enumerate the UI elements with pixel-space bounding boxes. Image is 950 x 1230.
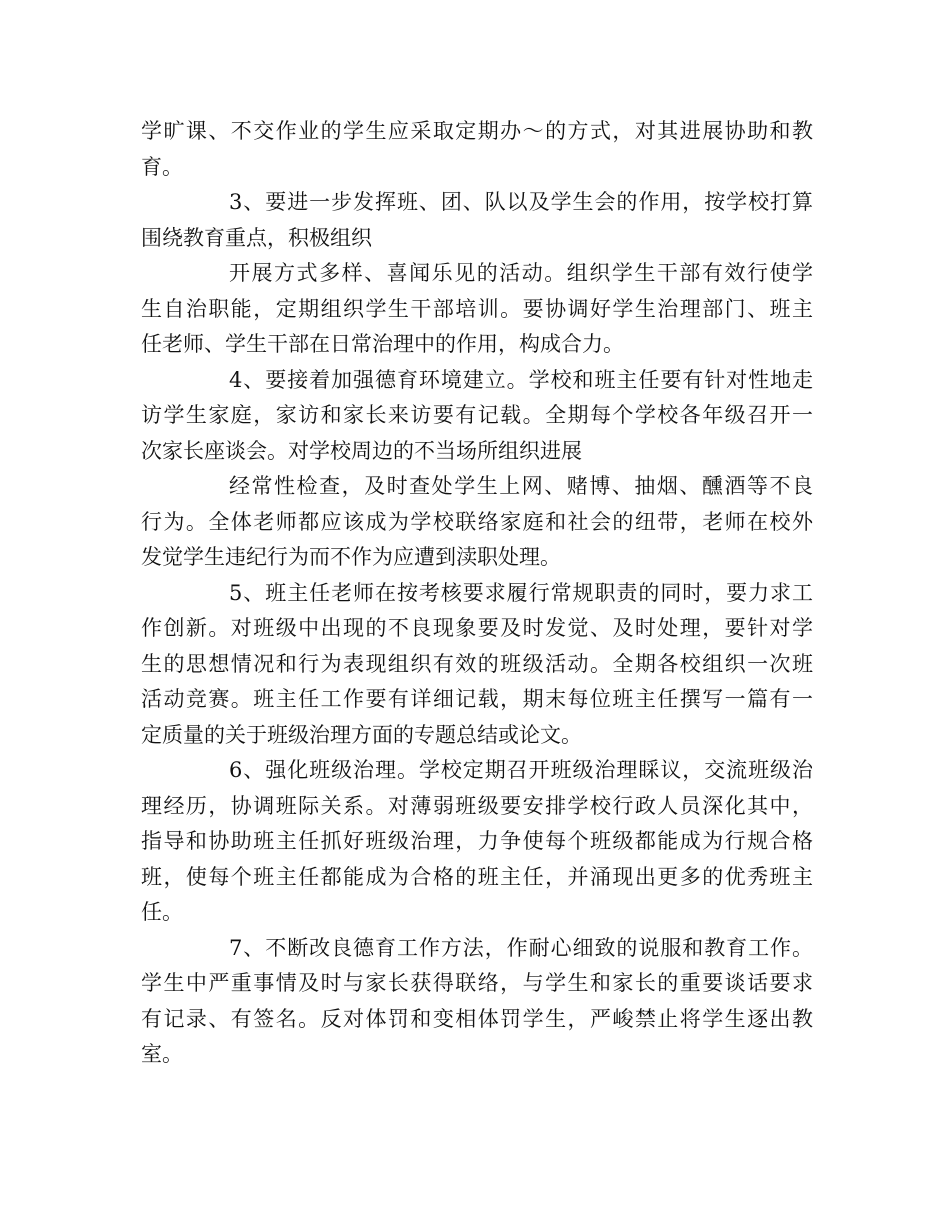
text-line: 6、强化班级治理。学校定期召开班级治理睬议，交流班级治: [229, 758, 813, 782]
text-line: 3、要进一步发挥班、团、队以及学生会的作用，按学校打算: [229, 190, 813, 214]
text-line: 育。: [141, 154, 183, 179]
text-line: 学旷课、不交作业的学生应采取定期办～的方式，对其进展协助和教: [141, 119, 813, 143]
text-line: 作创新。对班级中出现的不良现象要及时发觉、及时处理，要针对学: [141, 616, 813, 640]
text-line: 次家长座谈会。对学校周边的不当场所组织进展: [141, 438, 582, 463]
text-line: 理经历，协调班际关系。对薄弱班级要安排学校行政人员深化其中，: [141, 793, 813, 818]
text-line: 指导和协助班主任抓好班级治理，力争使每个班级都能成为行规合格: [141, 829, 813, 853]
text-line: 生自治职能，定期组织学生干部培训。要协调好学生治理部门、班主: [141, 296, 813, 321]
text-line: 经常性检查，及时查处学生上网、赌博、抽烟、醺酒等不良: [229, 474, 813, 498]
text-line: 任老师、学生干部在日常治理中的作用，构成合力。: [141, 332, 624, 356]
text-line: 有记录、有签名。反对体罚和变相体罚学生，严峻禁止将学生逐出教: [141, 1006, 813, 1031]
text-line: 任。: [141, 900, 183, 924]
text-line: 发觉学生违纪行为而不作为应遭到渎职处理。: [141, 545, 561, 569]
text-line: 定质量的关于班级治理方面的专题总结或论文。: [141, 722, 582, 747]
text-line: 室。: [141, 1042, 183, 1066]
text-line: 访学生家庭，家访和家长来访要有记载。全期每个学校各年级召开一: [141, 403, 813, 427]
text-line: 行为。全体老师都应该成为学校联络家庭和社会的纽带，老师在校外: [141, 509, 813, 534]
text-line: 7、不断改良德育工作方法，作耐心细致的说服和教育工作。: [229, 935, 813, 960]
text-line: 班，使每个班主任都能成为合格的班主任，并涌现出更多的优秀班主: [141, 864, 813, 889]
text-line: 5、班主任老师在按考核要求履行常规职责的同时，要力求工: [229, 580, 813, 605]
text-line: 学生中严重事情及时与家长获得联络，与学生和家长的重要谈话要求: [141, 971, 813, 995]
text-line: 活动竞赛。班主任工作要有详细记载，期末每位班主任撰写一篇有一: [141, 687, 813, 711]
text-line: 生的思想情况和行为表现组织有效的班级活动。全期各校组织一次班: [141, 651, 813, 676]
text-line: 围绕教育重点，积极组织: [141, 225, 372, 250]
document-body: [141, 114, 813, 1073]
text-line: 开展方式多样、喜闻乐见的活动。组织学生干部有效行使学: [229, 261, 813, 285]
text-line: 4、要接着加强德育环境建立。学校和班主任要有针对性地走: [229, 367, 813, 392]
